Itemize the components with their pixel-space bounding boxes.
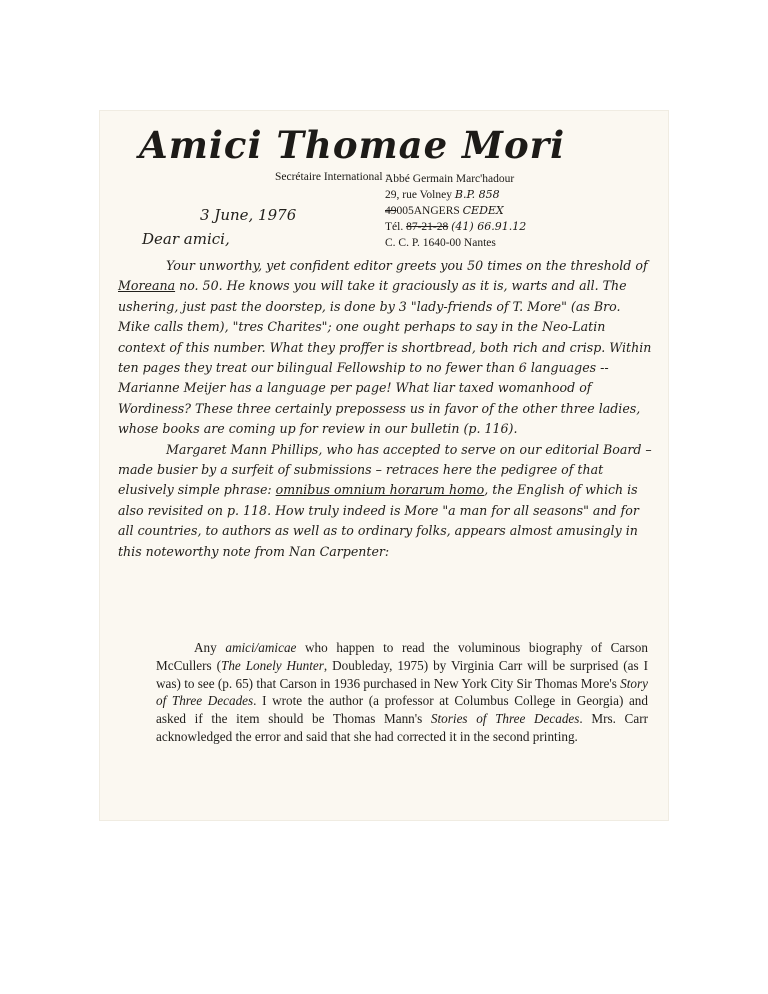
salutation: Dear amici, xyxy=(142,230,230,248)
address-block xyxy=(385,171,526,251)
letter-page xyxy=(100,111,668,820)
latin-phrase: omnibus omnium horarum homo xyxy=(275,482,485,498)
letter-paragraph: Margaret Mann Phillips, who has accepted to serve on our editorial Board – made busier by a surfeit of submissions – retraces here the pedigree of that elusively simple phrase: omnibus omnium horarum homo, the English of which is also revisited on p. 118. How truly indeed is More "a man for all seasons" and for all countries, to authors as well as to ordinary folks, appears almost amusingly in this noteworthy note from Nan Carpenter: xyxy=(118,441,652,559)
quoted-note: Any amici/amicae who happen to read the voluminous biography of Carson McCullers (The Lonely Hunter, Doubleday, 1975) by Virginia Carr will be surprised (as I was) to see (p. 65) that Carson in 1936 purchased in New York City Sir Thomas More's Story of Three Decades. I wrote the author (a professor at Columbus College in Georgia) and asked if the item should be Thomas Mann's Stories of Three Decades. Mrs. Carr acknowledged the error and said that she had corrected it in the second printing. xyxy=(156,640,648,744)
journal-title: Moreana xyxy=(118,278,176,294)
address-line: 29, rue Volney B.P. 858 xyxy=(385,188,500,201)
struck-phone: 87-21-28 xyxy=(406,221,449,233)
address-line: Tél. 87-21-28 (41) 66.91.12 xyxy=(385,220,527,233)
masthead-title: Amici Thomae Mori xyxy=(139,123,566,167)
address-line: C. C. P. 1640-00 Nantes xyxy=(385,237,496,249)
handwritten-phone: (41) 66.91.12 xyxy=(451,220,527,233)
letter-paragraph: Your unworthy, yet confident editor greets you 50 times on the threshold of Moreana no. 50. He knows you will take it graciously as it is, warts and all. The ushering, just past the doorstep, is done by 3 "lady-friends of T. More" (as Bro. Mike calls them), "tres Charites"; one ought perhaps to say in the Neo-Latin context of this number. What they proffer is shortbread, both rich and crisp. Within ten pages they treat our bilingual Fellowship to no fewer than 6 languages -- Marianne Meijer has a language per page! What liar taxed womanhood of Wordiness? These three certainly prepossess us in favor of the other three ladies, whose books are coming up for review in our bulletin (p. 116). xyxy=(118,258,652,437)
letter-date: 3 June, 1976 xyxy=(200,206,297,224)
handwritten-letter-body xyxy=(118,256,653,562)
address-line: Abbé Germain Marc'hadour xyxy=(385,173,515,185)
handwritten-cedex: CEDEX xyxy=(462,204,504,217)
handwritten-po-box: B.P. 858 xyxy=(454,188,500,201)
address-line: 49005ANGERS CEDEX xyxy=(385,204,504,217)
secretariat-label: Secrétaire International : xyxy=(275,171,389,183)
